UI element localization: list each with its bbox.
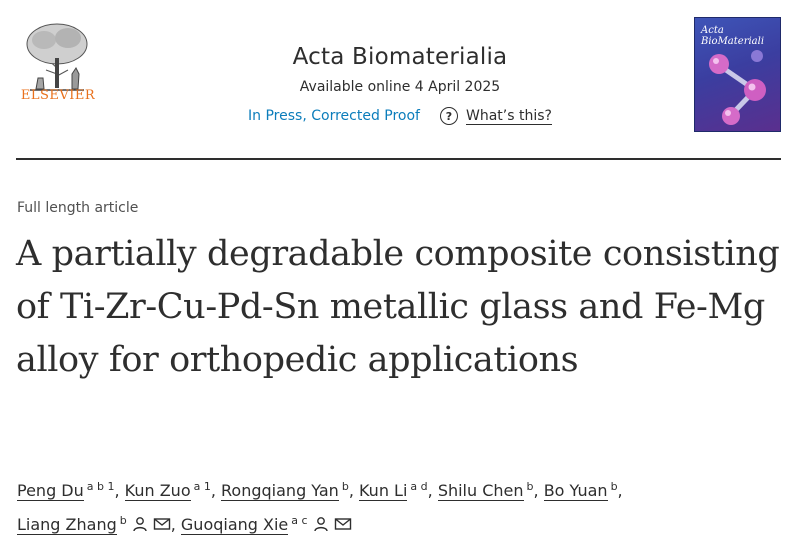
email-icon[interactable]	[334, 516, 352, 532]
author-name[interactable]: Peng Du	[17, 481, 84, 500]
author[interactable]	[221, 481, 349, 500]
status-line	[190, 107, 610, 125]
person-icon[interactable]	[313, 516, 329, 532]
author-affiliation: a b 1	[86, 480, 115, 493]
author-affiliation: a 1	[193, 480, 211, 493]
author-name[interactable]: Kun Li	[358, 481, 408, 500]
author-name[interactable]: Kun Zuo	[124, 481, 191, 500]
header-divider	[16, 158, 781, 160]
journal-title[interactable]: Acta Biomaterialia	[292, 44, 508, 70]
author-name[interactable]: Guoqiang Xie	[180, 515, 289, 534]
author-affiliation: b	[119, 514, 127, 527]
author[interactable]	[438, 481, 534, 500]
author-affiliation: b	[341, 480, 349, 493]
author-name[interactable]: Bo Yuan	[543, 481, 608, 500]
author-affiliation: b	[610, 480, 618, 493]
available-online-date: Available online 4 April 2025	[299, 79, 501, 95]
author[interactable]	[359, 481, 428, 500]
author-affiliation: a d	[410, 480, 428, 493]
cover-molecule-art	[695, 18, 781, 132]
author-name[interactable]: Liang Zhang	[17, 515, 117, 534]
article-header	[0, 0, 800, 160]
article-type: Full length article	[17, 200, 139, 216]
author[interactable]	[125, 481, 211, 500]
article-title: A partially degradable composite consisting of Ti-Zr-Cu-Pd-Sn metallic glass and Fe-Mg alloy for orthopedic applications	[16, 234, 780, 380]
whats-this-link[interactable]: What’s this?	[465, 107, 552, 124]
author-list: Peng Du $^{a b 1}$, Kun Zuo $^{a 1}$, Rongqiang Yan $^b$, Kun Li $^{a d}$, Shilu Chen $^b$, Bo Yuan $^b$, Liang Zhang $^b$ , Guoqiang Xie $^{a c}$	[17, 480, 623, 534]
author-affiliation: a c	[291, 514, 308, 527]
in-press-status: In Press, Corrected Proof	[248, 108, 420, 124]
email-icon[interactable]	[153, 516, 171, 532]
author-name[interactable]: Rongqiang Yan	[221, 481, 339, 500]
author[interactable]	[17, 515, 171, 534]
cover-title: Acta BioMateriali	[701, 25, 765, 47]
person-icon[interactable]	[132, 516, 148, 532]
author[interactable]	[544, 481, 618, 500]
author-name[interactable]: Shilu Chen	[437, 481, 524, 500]
publisher-name: ELSEVIER	[20, 88, 96, 103]
question-circle-icon[interactable]: ?	[440, 107, 458, 125]
author[interactable]	[181, 515, 352, 534]
journal-cover-image[interactable]	[694, 17, 781, 132]
journal-info	[190, 44, 610, 125]
author-affiliation: b	[526, 480, 534, 493]
author[interactable]	[17, 481, 114, 500]
